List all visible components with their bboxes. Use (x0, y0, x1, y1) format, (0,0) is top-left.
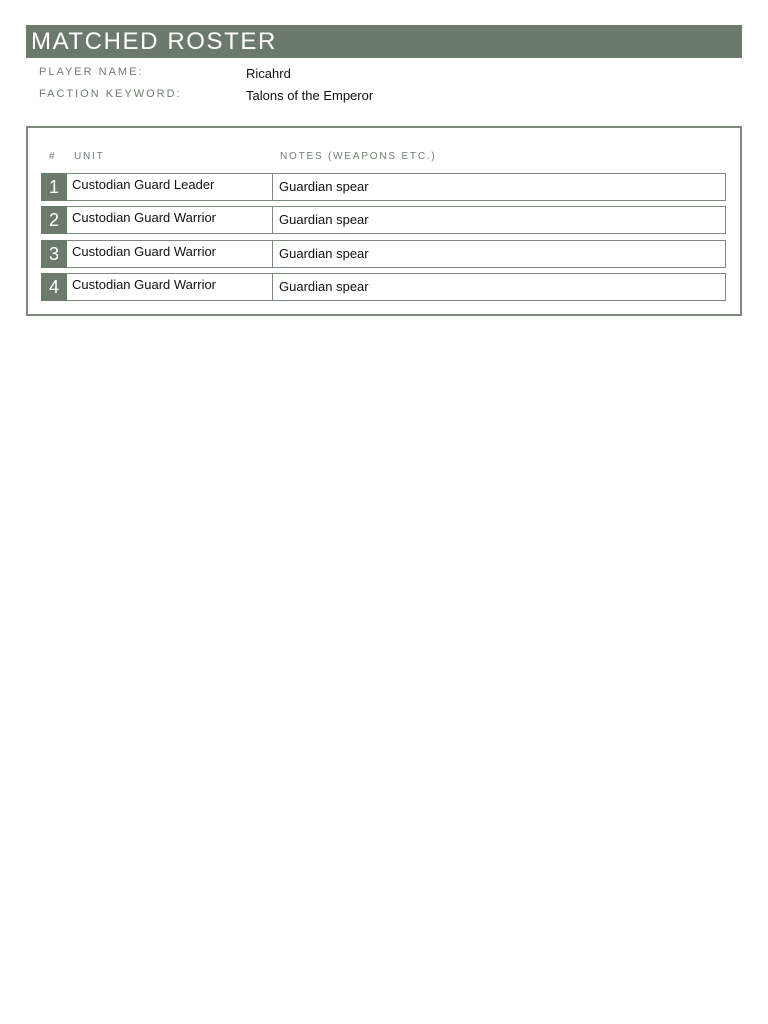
faction-keyword-value: Talons of the Emperor (246, 88, 374, 103)
notes-cell: Guardian spear (272, 173, 726, 201)
unit-name-cell: Custodian Guard Leader (67, 173, 273, 201)
unit-name-cell: Custodian Guard Warrior (67, 206, 273, 234)
page-title: MATCHED ROSTER (31, 28, 277, 55)
table-row (41, 173, 726, 201)
unit-name-cell: Custodian Guard Warrior (67, 240, 273, 268)
notes-cell: Guardian spear (272, 240, 726, 268)
player-name-value: Ricahrd (246, 66, 291, 81)
row-number: 3 (41, 240, 67, 268)
column-header-number: # (49, 151, 57, 162)
table-row (41, 273, 726, 301)
notes-cell: Guardian spear (272, 206, 726, 234)
row-number: 4 (41, 273, 67, 301)
column-header-unit: UNIT (74, 151, 105, 162)
table-row (41, 240, 726, 268)
title-bar (26, 25, 742, 58)
row-number: 1 (41, 173, 67, 201)
unit-name-cell: Custodian Guard Warrior (67, 273, 273, 301)
player-name-label: PLAYER NAME: (39, 66, 144, 78)
notes-cell: Guardian spear (272, 273, 726, 301)
faction-keyword-label: FACTION KEYWORD: (39, 88, 182, 100)
column-header-notes: NOTES (WEAPONS ETC.) (280, 151, 437, 162)
table-row (41, 206, 726, 234)
row-number: 2 (41, 206, 67, 234)
